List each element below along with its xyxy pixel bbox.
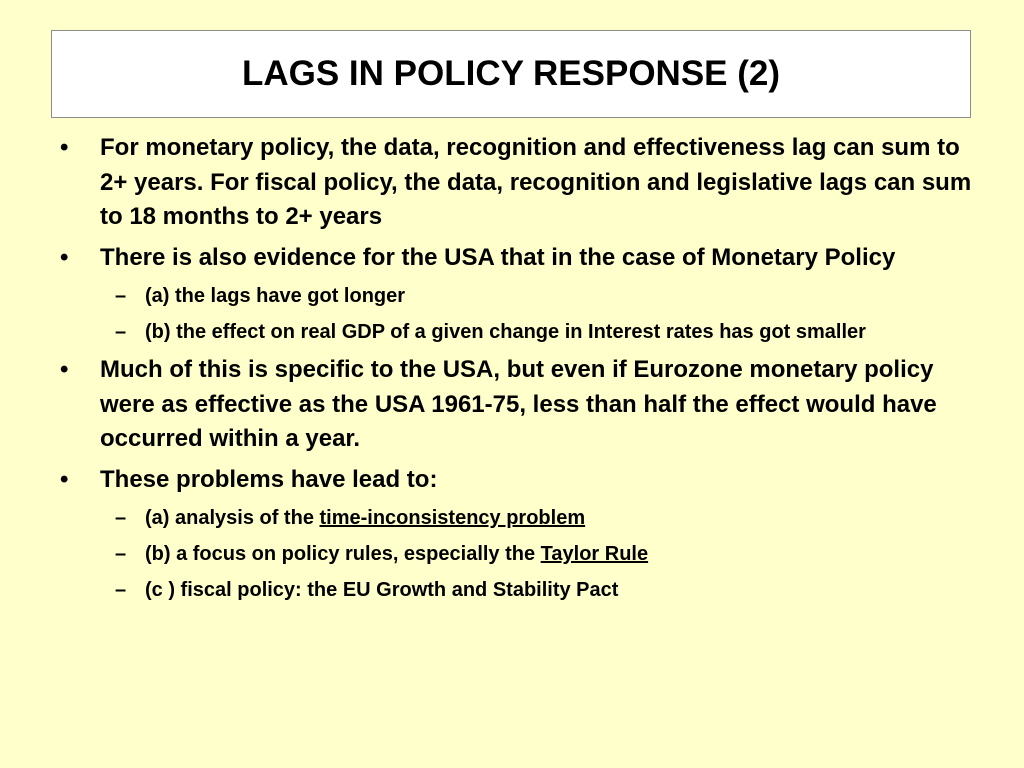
time-inconsistency-link[interactable]: time-inconsistency problem: [319, 507, 586, 529]
sub-item: [60, 539, 980, 569]
bullet-marker: •: [60, 243, 69, 271]
title-box: [51, 30, 971, 118]
bullet-item: [60, 241, 980, 276]
bullet-text: For monetary policy, the data, recognition and effectiveness lag can sum to 2+ years. For fiscal policy, the data, recognition and legislative lags can sum to 18 months to 2+ years: [100, 134, 972, 230]
sub-item: [60, 281, 980, 311]
sub-marker: –: [115, 543, 127, 565]
sub-marker: –: [115, 507, 127, 529]
sub-text: (a) analysis of the: [145, 507, 320, 529]
bullet-marker: •: [60, 134, 69, 161]
sub-text: (c ) fiscal policy: the EU Growth and Stability Pact: [145, 579, 619, 601]
slide-title: LAGS IN POLICY RESPONSE (2): [241, 54, 781, 93]
bullet-text: These problems have lead to:: [100, 465, 438, 493]
sub-text: (b) the effect on real GDP of a given change in Interest rates has got smaller: [145, 321, 866, 343]
bullet-text: Much of this is specific to the USA, but even if Eurozone monetary policy were as effective as the USA 1961-75, less than half the effect would have occurred within a year.: [100, 356, 937, 452]
bullet-marker: •: [60, 356, 69, 383]
sub-marker: –: [115, 321, 127, 343]
sub-marker: –: [115, 285, 127, 307]
bullet-item: [60, 131, 980, 235]
bullet-item: [60, 353, 980, 457]
sub-marker: –: [115, 579, 127, 601]
bullet-text: There is also evidence for the USA that in the case of Monetary Policy: [100, 243, 896, 271]
taylor-rule-link[interactable]: Taylor Rule: [540, 543, 649, 565]
bullet-item: [60, 463, 980, 498]
slide-content: [60, 131, 980, 611]
sub-list: [60, 503, 980, 605]
bullet-list: [60, 131, 980, 605]
sub-item: [60, 575, 980, 605]
sub-item: [60, 317, 980, 347]
sub-item: [60, 503, 980, 533]
sub-text: (b) a focus on policy rules, especially the: [145, 543, 541, 565]
sub-text: (a) the lags have got longer: [145, 285, 406, 307]
bullet-marker: •: [60, 465, 69, 493]
sub-list: [60, 281, 980, 347]
